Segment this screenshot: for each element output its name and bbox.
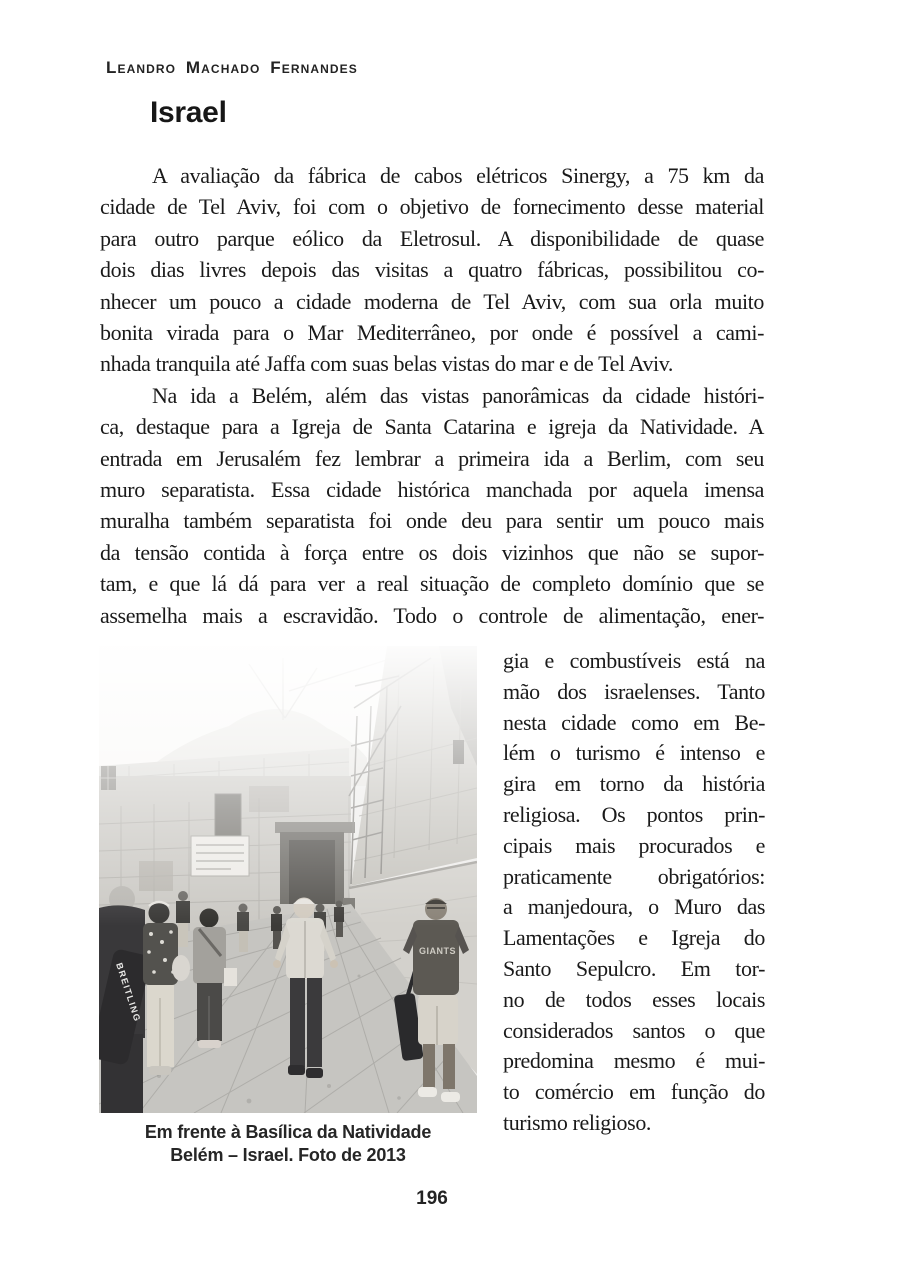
body-line: gia e combustíveis está na bbox=[503, 648, 765, 673]
body-line: muralha também separatista foi onde deu para sentir um pouco mais bbox=[100, 508, 764, 534]
body-line: religiosa. Os pontos prin- bbox=[503, 801, 765, 827]
section-title: Israel bbox=[150, 96, 227, 129]
body-line: cipais mais procurados e bbox=[503, 832, 765, 858]
body-line: tam, e que lá dá para ver a real situação de completo domínio que se bbox=[100, 571, 764, 597]
body-line: no de todos esses locais bbox=[503, 986, 765, 1012]
body-line: a manjedoura, o Muro das bbox=[503, 894, 765, 920]
body-line: Santo Sepulcro. Em tor- bbox=[503, 955, 765, 981]
body-line: Na ida a Belém, além das vistas panorâmicas da cidade históri- bbox=[152, 382, 764, 408]
body-line: bonita virada para o Mar Mediterrâneo, por onde é possível a cami- bbox=[100, 320, 764, 346]
body-line: to comércio em função do bbox=[503, 1079, 765, 1105]
body-line: predomina mesmo é mui- bbox=[503, 1048, 765, 1074]
running-header: Leandro Machado Fernandes bbox=[106, 58, 358, 77]
body-line: lém o turismo é intenso e bbox=[503, 740, 765, 766]
body-text-block bbox=[100, 160, 764, 631]
body-line: turismo religioso. bbox=[503, 1109, 652, 1135]
body-line: cidade de Tel Aviv, foi com o objetivo de fornecimento desse material bbox=[100, 194, 764, 220]
body-line: da tensão contida à força entre os dois vizinhos que não se supor- bbox=[100, 539, 764, 565]
photo-caption bbox=[99, 1121, 477, 1167]
photo-caption-line1: Em frente à Basílica da Natividade bbox=[144, 1122, 432, 1142]
body-line: muro separatista. Essa cidade histórica manchada por aquela imensa bbox=[100, 477, 764, 503]
body-line: ca, destaque para a Igreja de Santa Catarina e igreja da Natividade. A bbox=[100, 414, 764, 440]
body-line: nhada tranquila até Jaffa com suas belas vistas do mar e de Tel Aviv. bbox=[100, 351, 674, 377]
body-line: mão dos israelenses. Tanto bbox=[503, 678, 765, 704]
body-line: para outro parque eólico da Eletrosul. A disponibilidade de quase bbox=[100, 225, 764, 251]
body-line: praticamente obrigatórios: bbox=[503, 863, 765, 889]
body-line: considerados santos o que bbox=[503, 1017, 765, 1043]
body-line: Lamentações e Igreja do bbox=[503, 925, 765, 951]
body-line: assemelha mais a escravidão. Todo o controle de alimentação, ener- bbox=[100, 602, 764, 628]
body-line: gira em torno da história bbox=[503, 771, 765, 797]
photo-illustration bbox=[99, 646, 477, 1113]
body-line: nhecer um pouco a cidade moderna de Tel Aviv, com sua orla muito bbox=[100, 288, 764, 314]
body-line: dois dias livres depois das visitas a quatro fábricas, possibilitou co- bbox=[100, 257, 764, 283]
body-line: nesta cidade como em Be- bbox=[503, 709, 765, 735]
photo-basilica-nativity bbox=[99, 646, 477, 1113]
light-wash bbox=[99, 646, 477, 1113]
photo-caption-line2: Belém – Israel. Foto de 2013 bbox=[170, 1145, 406, 1165]
page-number: 196 bbox=[416, 1188, 448, 1209]
text-wrap-column bbox=[503, 646, 765, 1139]
body-line: A avaliação da fábrica de cabos elétricos Sinergy, a 75 km da bbox=[152, 163, 764, 188]
body-line: entrada em Jerusalém fez lembrar a primeira ida a Berlim, com seu bbox=[100, 445, 764, 471]
